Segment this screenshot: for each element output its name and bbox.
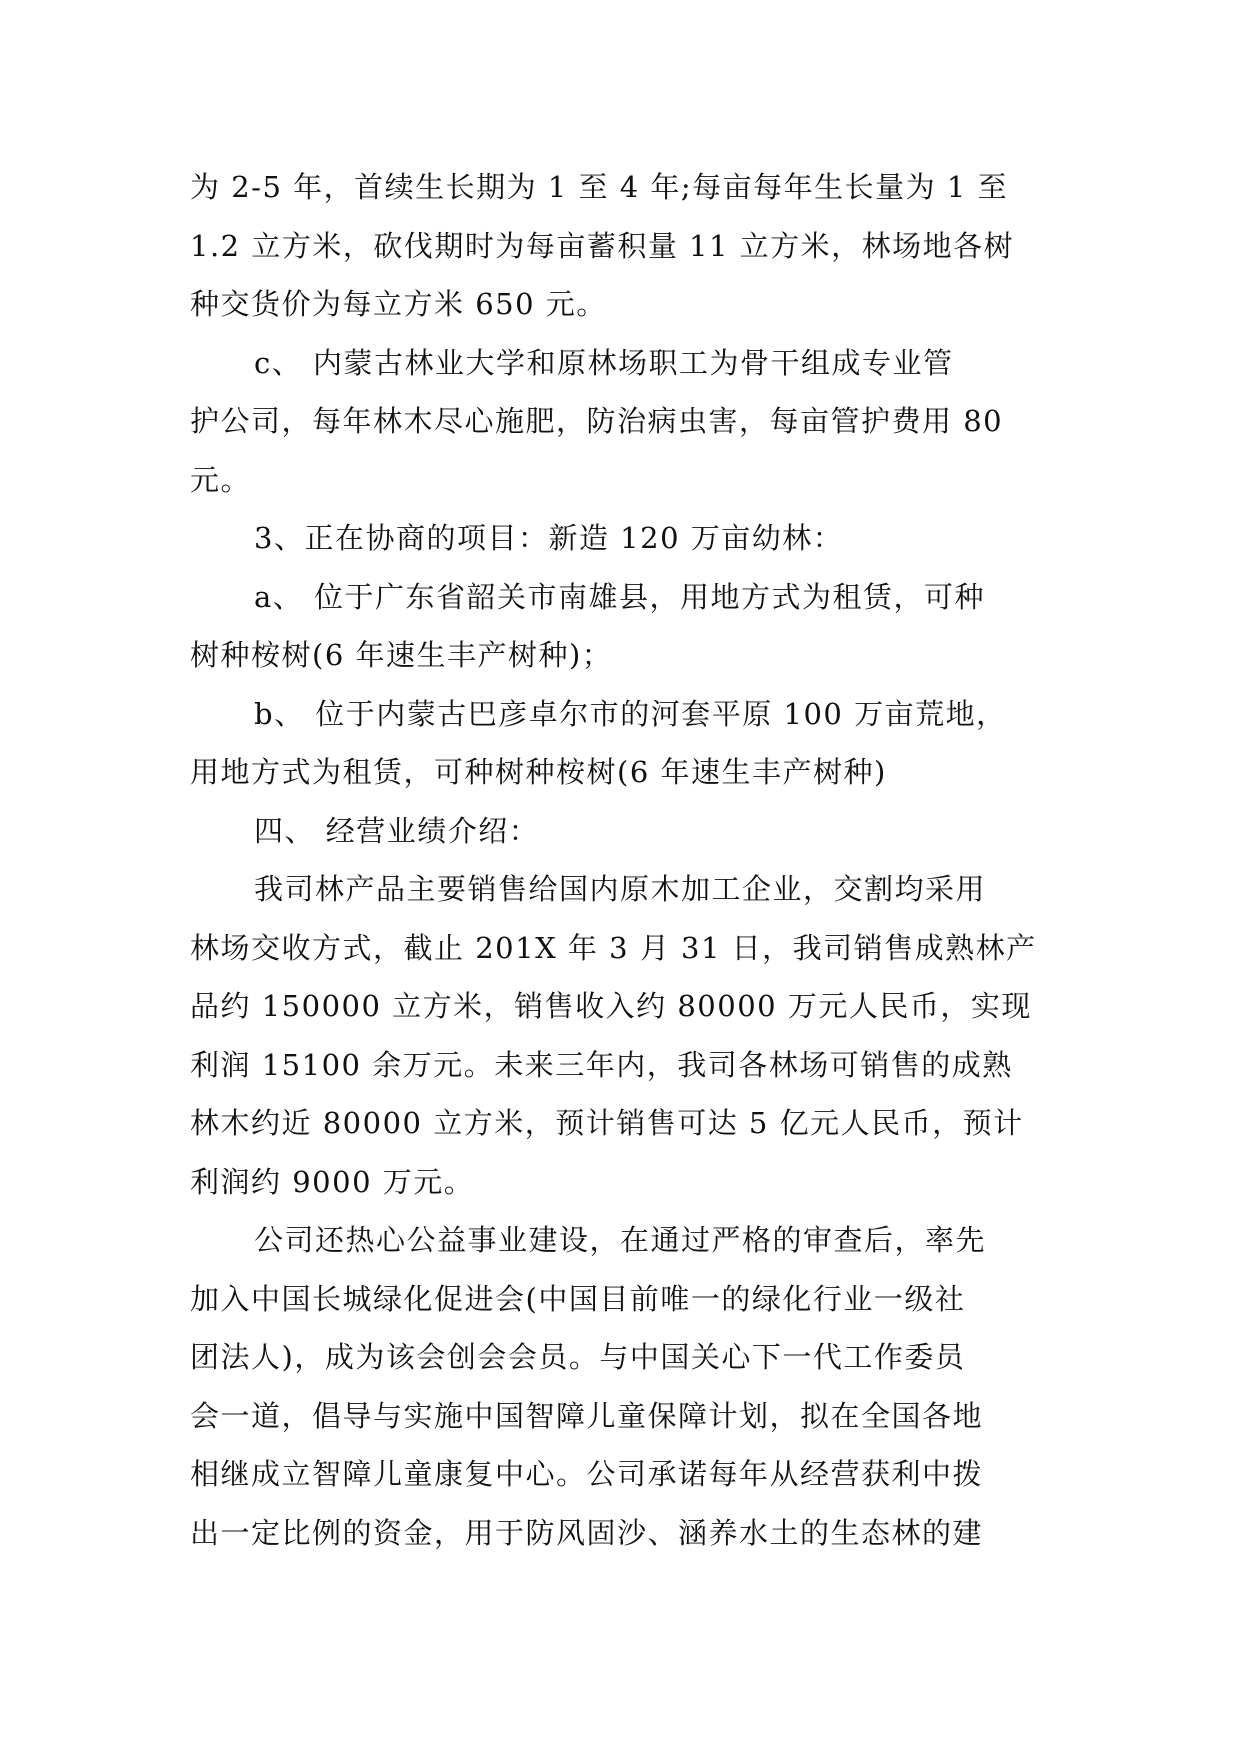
text-line: 元。	[190, 462, 252, 497]
text-line: b、 位于内蒙古巴彦卓尔市的河套平原 100 万亩荒地，	[254, 696, 1007, 731]
text-line: 树种桉树(6 年速生丰产树种)；	[190, 638, 613, 672]
text-line: 种交货价为每立方米 650 元。	[190, 287, 607, 321]
section-heading: 四、 经营业绩介绍：	[254, 813, 540, 848]
text-line: 用地方式为租赁，可种树种桉树(6 年速生丰产树种)	[190, 755, 887, 789]
text-line: 护公司，每年林木尽心施肥，防治病虫害，每亩管护费用 80	[190, 404, 1004, 438]
text-line: 公司还热心公益事业建设，在通过严格的审查后，率先	[254, 1223, 987, 1257]
text-line: 利润约 9000 万元。	[190, 1164, 475, 1199]
text-line: 为 2-5 年，首续生长期为 1 至 4 年;每亩每年生长量为 1 至	[190, 170, 1009, 204]
text-line: 林场交收方式，截止 201X 年 3 月 31 日，我司销售成熟林产	[190, 930, 1037, 965]
text-line: 3、正在协商的项目：新造 120 万亩幼林：	[254, 521, 844, 555]
text-line: 我司林产品主要销售给国内原木加工企业，交割均采用	[254, 872, 987, 906]
text-line: 团法人)，成为该会创会会员。与中国关心下一代工作委员	[190, 1340, 966, 1374]
text-line: 会一道，倡导与实施中国智障儿童保障计划，拟在全国各地	[190, 1398, 984, 1433]
text-line: a、 位于广东省韶关市南雄县，用地方式为租赁，可种	[254, 579, 986, 614]
text-line: 相继成立智障儿童康复中心。公司承诺每年从经营获利中拨	[190, 1457, 984, 1491]
text-line: 加入中国长城绿化促进会(中国目前唯一的绿化行业一级社	[190, 1281, 966, 1316]
text-line: c、 内蒙古林业大学和原林场职工为骨干组成专业管	[254, 345, 954, 380]
text-line: 1.2 立方米，砍伐期时为每亩蓄积量 11 立方米，林场地各树	[190, 228, 1015, 263]
document-body	[190, 158, 1050, 1562]
text-line: 出一定比例的资金，用于防风固沙、涵养水土的生态林的建	[190, 1515, 984, 1550]
text-line: 品约 150000 立方米，销售收入约 80000 万元人民币，实现	[190, 989, 1032, 1023]
text-line: 林木约近 80000 立方米，预计销售可达 5 亿元人民币，预计	[190, 1106, 1024, 1140]
text-line: 利润 15100 余万元。未来三年内，我司各林场可销售的成熟	[190, 1047, 1013, 1082]
